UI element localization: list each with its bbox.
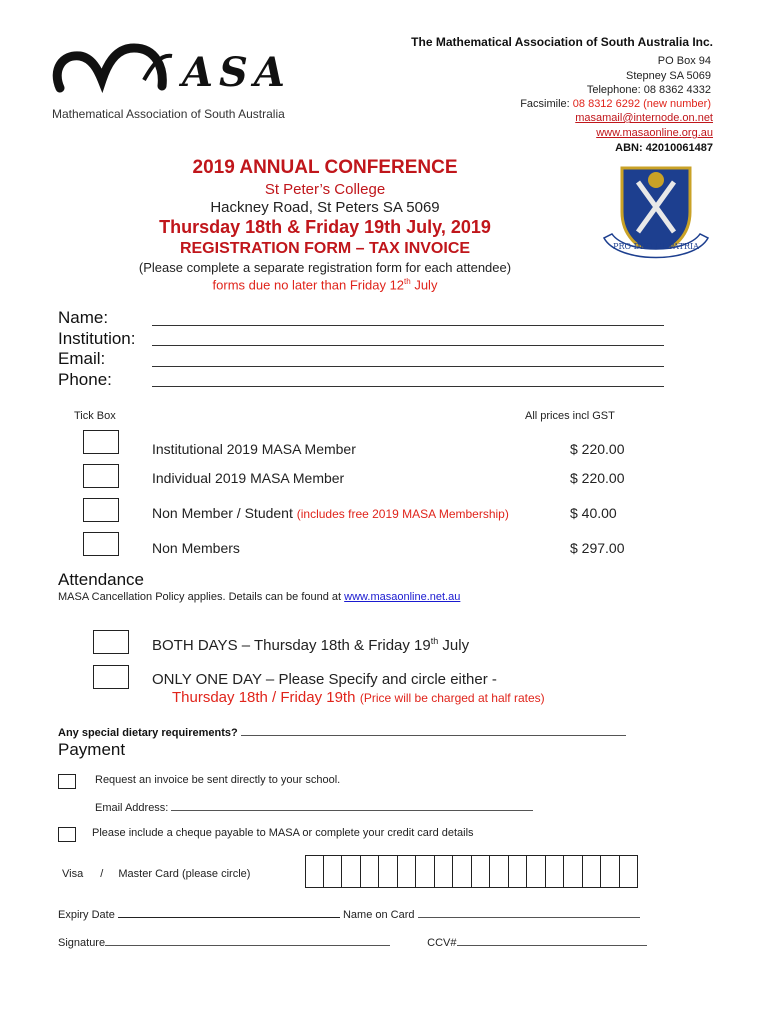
attendance-heading: Attendance (58, 570, 145, 589)
name-label: Name: (58, 308, 109, 327)
form-note: (Please complete a separate registration form for each attendee) (138, 260, 512, 275)
card-digit-box[interactable] (546, 855, 565, 888)
conference-venue: St Peter’s College (264, 181, 386, 198)
half-rate-note: (Price will be charged at half rates) (359, 691, 545, 705)
phone-field[interactable] (152, 386, 664, 387)
prices-label: All prices incl GST (525, 410, 615, 422)
card-digit-box[interactable] (620, 855, 639, 888)
card-digit-box[interactable] (379, 855, 398, 888)
card-digit-box[interactable] (583, 855, 602, 888)
invoice-text: Request an invoice be sent directly to your school. (95, 774, 341, 786)
card-digit-box[interactable] (342, 855, 361, 888)
card-digit-box[interactable] (490, 855, 509, 888)
policy-link[interactable]: www.masaonline.net.au (344, 591, 461, 603)
policy-text: MASA Cancellation Policy applies. Details can be found at (58, 591, 345, 603)
signature-label: Signature (58, 937, 106, 949)
conference-header (0, 157, 650, 292)
due-date-pre: forms due no later than Friday 12 (212, 277, 405, 293)
both-days-pre: BOTH DAYS – Thursday 18th & Friday 19 (152, 637, 431, 654)
both-days-post: July (438, 637, 470, 654)
card-number-boxes[interactable] (305, 855, 638, 888)
card-digit-box[interactable] (416, 855, 435, 888)
visa-option[interactable]: Visa (62, 868, 84, 880)
card-type-row (62, 868, 250, 880)
card-digit-box[interactable] (527, 855, 546, 888)
institutional-member-label: Institutional 2019 MASA Member (152, 441, 356, 457)
card-digit-box[interactable] (435, 855, 454, 888)
ccv-field[interactable] (457, 936, 647, 946)
non-member-student-price: $ 40.00 (570, 505, 617, 521)
cancellation-policy (58, 591, 460, 603)
non-members-checkbox[interactable] (83, 532, 119, 556)
svg-text:ASA: ASA (182, 49, 291, 96)
card-digit-box[interactable] (398, 855, 417, 888)
card-digit-box[interactable] (453, 855, 472, 888)
conference-address: Hackney Road, St Peters SA 5069 (210, 199, 440, 216)
card-digit-box[interactable] (324, 855, 343, 888)
institution-label: Institution: (58, 329, 136, 348)
invoice-email-label: Email Address: (95, 802, 169, 814)
masa-logo (52, 40, 314, 120)
ccv-label: CCV# (427, 937, 457, 949)
one-day-checkbox[interactable] (93, 665, 129, 689)
email-label: Email: (58, 349, 106, 368)
expiry-label: Expiry Date (58, 909, 115, 921)
both-days-label (152, 636, 469, 654)
org-website-link[interactable]: www.masaonline.org.au (596, 127, 713, 139)
tick-box-label: Tick Box (74, 410, 116, 422)
org-abn: ABN: 42010061487 (615, 142, 713, 154)
conference-title: 2019 ANNUAL CONFERENCE (192, 157, 458, 178)
form-title: REGISTRATION FORM – TAX INVOICE (179, 240, 471, 257)
cheque-checkbox[interactable] (58, 827, 76, 842)
phone-label: Phone: (58, 370, 112, 389)
institutional-member-price: $ 220.00 (570, 441, 625, 457)
fax-value: 08 8312 6292 (new number) (572, 98, 711, 110)
expiry-row (58, 908, 640, 921)
card-digit-box[interactable] (305, 855, 324, 888)
individual-member-checkbox[interactable] (83, 464, 119, 488)
card-digit-box[interactable] (472, 855, 491, 888)
name-field[interactable] (152, 325, 664, 326)
institution-field[interactable] (152, 345, 664, 346)
signature-row (58, 936, 647, 949)
expiry-field[interactable] (118, 908, 340, 918)
due-date-sup: th (404, 277, 411, 286)
fax-label: Facsimile: (520, 98, 570, 110)
non-member-student-checkbox[interactable] (83, 498, 119, 522)
cheque-text: Please include a cheque payable to MASA or complete your credit card details (92, 827, 474, 839)
payment-heading: Payment (58, 740, 126, 759)
card-digit-box[interactable] (601, 855, 620, 888)
email-field[interactable] (152, 366, 664, 367)
signature-field[interactable] (105, 936, 390, 946)
crest-motto: PRO DEO ET PATRIA (613, 242, 699, 251)
institutional-member-checkbox[interactable] (83, 430, 119, 454)
dietary-label: Any special dietary requirements? (58, 727, 238, 739)
card-digit-box[interactable] (564, 855, 583, 888)
individual-member-label: Individual 2019 MASA Member (152, 470, 345, 486)
both-days-sup: th (430, 636, 439, 646)
individual-member-price: $ 220.00 (570, 470, 625, 486)
org-suburb: Stepney SA 5069 (625, 70, 711, 82)
invoice-email-field[interactable] (171, 801, 533, 811)
one-day-label: ONLY ONE DAY – Please Specify and circle either - (152, 671, 497, 688)
name-on-card-field[interactable] (418, 908, 640, 918)
non-members-price: $ 297.00 (570, 540, 625, 556)
org-telephone: Telephone: 08 8362 4332 (586, 84, 711, 96)
due-date-post: July (410, 277, 438, 293)
both-days-checkbox[interactable] (93, 630, 129, 654)
non-member-student-text: Non Member / Student (152, 505, 297, 521)
non-member-student-note: (includes free 2019 MASA Membership) (296, 507, 509, 521)
invoice-checkbox[interactable] (58, 774, 76, 789)
card-type-slash: / (100, 868, 104, 880)
org-title: The Mathematical Association of South Australia Inc. (411, 35, 713, 49)
due-date (0, 277, 650, 292)
org-email-link[interactable]: masamail@internode.on.net (575, 112, 713, 124)
dietary-field[interactable] (241, 725, 626, 736)
invoice-email-row (95, 801, 533, 814)
name-on-card-label: Name on Card (342, 909, 415, 921)
card-digit-box[interactable] (361, 855, 380, 888)
logo-subtitle: Mathematical Association of South Australia (52, 107, 285, 121)
masa-logo-mark (52, 40, 314, 100)
non-member-student-label (152, 505, 509, 521)
conference-dates: Thursday 18th & Friday 19th July, 2019 (159, 217, 491, 237)
org-po-box: PO Box 94 (657, 55, 711, 67)
card-digit-box[interactable] (509, 855, 528, 888)
master-card-option[interactable]: Master Card (please circle) (118, 868, 251, 880)
dietary-row (58, 725, 626, 739)
non-members-label: Non Members (152, 540, 240, 556)
one-day-choice: Thursday 18th / Friday 19th (172, 689, 356, 706)
one-day-options (172, 689, 545, 707)
org-fax (520, 98, 711, 110)
